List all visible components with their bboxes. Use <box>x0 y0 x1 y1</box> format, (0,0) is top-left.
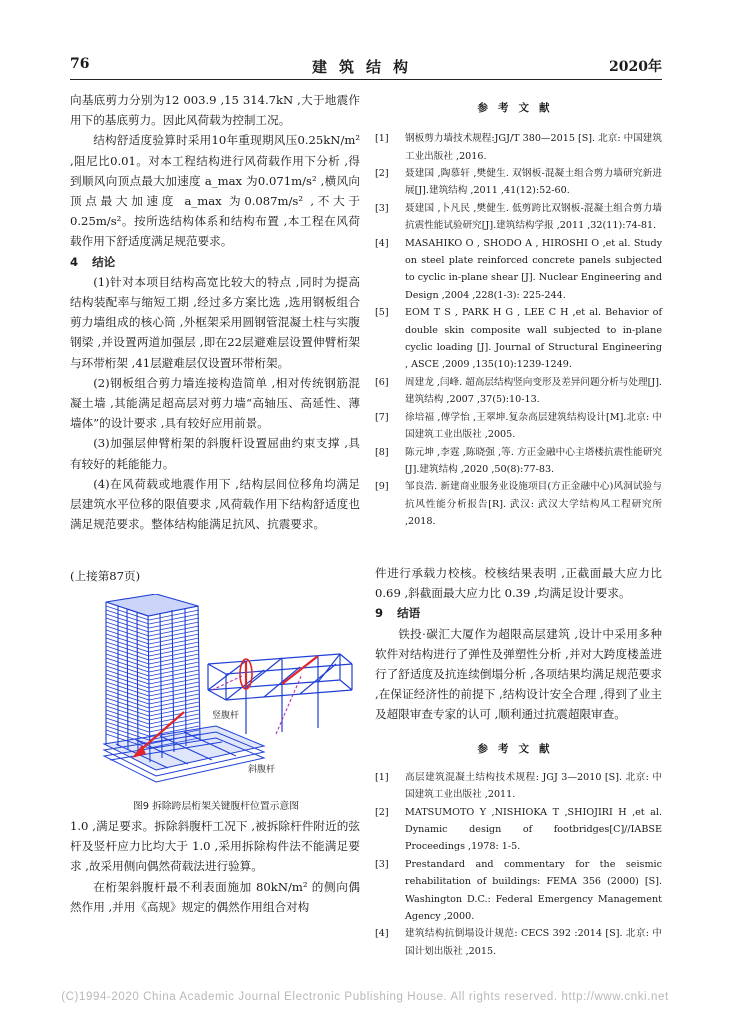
conclusion-item: (3)加强层伸臂桁架的斜腹杆设置屈曲约束支撑 ,具有较好的耗能能力。 <box>70 436 360 471</box>
floor-line <box>149 634 199 644</box>
references-heading: 参考文献 <box>477 102 560 114</box>
section-heading-9 <box>375 603 662 623</box>
reference-text: 钢板剪力墙技术规程:JGJ/T 380—2015 [S]. 北京: 中国建筑工业出版社 ,2016. <box>405 133 662 162</box>
transfer-truss <box>208 654 352 734</box>
continued-from: (上接第87页) <box>70 569 141 583</box>
header-rule <box>70 79 662 80</box>
copyright-footer: (C)1994-2020 China Academic Journal Electronic Publishing House. All rights reserved. http://www.cnki.net <box>61 991 669 1003</box>
reference-number: [8] <box>375 446 389 458</box>
issue-year: 2020年 <box>609 59 662 75</box>
body-paragraph: 在桁架斜腹杆最不利表面施加 80kN/m² 的侧向偶然作用 ,并用《高规》规定的偶然作用组合对构 <box>70 879 360 914</box>
left-column-bottom <box>70 816 360 917</box>
reference-number: [2] <box>375 168 389 180</box>
reference-text: 聂建国 ,陶慕轩 ,樊健生. 双钢板-混凝土组合剪力墙研究新进展[J].建筑结构 ,2011 ,41(12):52-60. <box>405 168 662 197</box>
continued-note <box>70 566 360 586</box>
floor-line <box>149 690 199 700</box>
floor-line <box>149 638 199 648</box>
reference-number: [4] <box>375 237 389 249</box>
reference-text: MATSUMOTO Y ,NISHIOKA T ,SHIOJIRI H ,et al. Dynamic design of footbridges[C]//IABSE Proceedings ,1978: 1-5. <box>405 806 662 853</box>
section-number: 9 <box>375 606 384 621</box>
floor-line <box>149 694 199 704</box>
conclusion-item: (2)钢板组合剪力墙连接构造简单 ,相对传统钢筋混凝土墙 ,其能满足超高层对剪力墙“高轴压、高延性、薄墙体”的设计要求 ,具有较好应用前景。 <box>70 375 360 431</box>
reference-item <box>375 769 662 804</box>
reference-number: [1] <box>375 771 389 783</box>
floor-line <box>149 686 199 696</box>
reference-item <box>375 165 662 200</box>
floor-line <box>149 622 199 632</box>
conclusion-item: (1)针对本项目结构高宽比较大的特点 ,同时为提高结构装配率与缩短工期 ,经过多方案比选 ,选用钢板组合剪力墙组成的核心筒 ,外框架采用圆钢管混凝土柱与实腹钢梁 ,并设置两道加强层 ,即在22层避难层设置伸臂桁架与环带桁架 ,41层避难层仅设置环带桁架。 <box>70 274 360 370</box>
floor-line <box>149 698 199 708</box>
reference-text: EOM T S , PARK H G , LEE C H ,et al. Behavior of double skin composite wall subjected to in-plane cyclic loading [J]. Journal of Structural Engineering , ASCE ,2009 ,135(10):1239-1249. <box>405 307 662 371</box>
references-top <box>375 98 662 531</box>
journal-title: 建筑结构 <box>311 58 420 76</box>
floor-line <box>149 646 199 656</box>
reference-item <box>375 804 662 856</box>
floor-line <box>149 642 199 652</box>
reference-item <box>375 478 662 530</box>
reference-number: [1] <box>375 133 389 145</box>
reference-list <box>375 769 662 960</box>
floor-line <box>149 678 199 688</box>
floor-line <box>149 630 199 640</box>
floor-line <box>149 618 199 628</box>
floor-line <box>149 654 199 664</box>
reference-list <box>375 130 662 530</box>
label-diagonal-web: 斜腹杆 <box>248 765 276 775</box>
reference-text: 聂建国 ,卜凡民 ,樊健生. 低剪跨比双钢板-混凝土组合剪力墙抗震性能试验研究[J].建筑结构学报 ,2011 ,32(11):74-81. <box>405 202 662 232</box>
reference-number: [3] <box>375 858 389 870</box>
reference-item <box>375 304 662 374</box>
section-number: 4 <box>70 254 79 269</box>
reference-item <box>375 235 662 305</box>
reference-number: [5] <box>375 307 389 319</box>
floor-line <box>149 670 199 680</box>
reference-item <box>375 444 662 479</box>
body-paragraph: 铁投·碳汇大厦作为超限高层建筑 ,设计中采用多种软件对结构进行了弹性及弹塑性分析 ,并对大跨度楼盖进行了舒适度及抗连续倒塌分析 ,各项结果均满足规范要求 ,在保证经济性的前提下 ,结构设计安全合理 ,得到了业主及超限审查专家的认可 ,顺利通过抗震超限审查。 <box>375 626 662 722</box>
floor-line <box>149 666 199 676</box>
floor-line <box>149 674 199 684</box>
figure-9 <box>96 594 356 790</box>
floor-line <box>149 662 199 672</box>
page-header <box>70 56 662 78</box>
reference-number: [9] <box>375 481 389 493</box>
body-paragraph: 1.0 ,满足要求。拆除斜腹杆工况下 ,被拆除杆件附近的弦杆及竖杆应力比均大于 1.0 ,采用拆除构件法不能满足要求 ,故采用侧向偶然荷载法进行验算。 <box>70 819 360 874</box>
reference-text: 建筑结构抗倒塌设计规范: CECS 392 :2014 [S]. 北京: 中国计划出版社 ,2015. <box>405 928 662 957</box>
reference-text: 邹良浩. 新建商业服务业设施项目(方正金融中心)风洞试验与抗风性能分析报告[R]. 武汉: 武汉大学结构风工程研究所 ,2018. <box>405 481 662 528</box>
label-vertical-web: 竖腹杆 <box>212 711 240 721</box>
reference-item <box>375 925 662 960</box>
body-paragraph: 结构舒适度验算时采用10年重现期风压0.25kN/m² ,阻尼比0.01。对本工程结构进行风荷载作用下分析 ,得到顺风向顶点最大加速度 a_max 为0.071m/s² ,横风向顶点最大加速度 a_max 为0.087m/s² ,不大于0.25m/s²。按所选结构体系和结构布置 ,本工程在风荷载作用下舒适度满足规范要求。 <box>70 133 360 249</box>
floor-line <box>149 682 199 692</box>
conclusion-item: (4)在风荷载或地震作用下 ,结构层间位移角均满足层建筑水平位移的限值要求 ,风荷载作用下结构舒适度也满足规范要求。整体结构能满足抗风、抗震要求。 <box>70 476 360 532</box>
reference-number: [2] <box>375 806 389 818</box>
reference-number: [4] <box>375 928 389 940</box>
structure-model-diagram <box>96 594 356 790</box>
reference-text: 周建龙 ,闫峰. 超高层结构竖向变形及差异问题分析与处理[J].建筑结构 ,2007 ,37(5):10-13. <box>405 376 662 406</box>
reference-item <box>375 130 662 165</box>
reference-number: [3] <box>375 202 389 214</box>
reference-text: 徐培福 ,傅学怡 ,王翠坤.复杂高层建筑结构设计[M].北京: 中国建筑工业出版社 ,2005. <box>405 411 662 441</box>
reference-text: 陈元坤 ,李霆 ,陈晓强 ,等. 方正金融中心主塔楼抗震性能研究[J].建筑结构 ,2020 ,50(8):77-83. <box>405 446 662 475</box>
floor-line <box>149 702 199 712</box>
floor-line <box>149 658 199 668</box>
reference-text: Prestandard and commentary for the seismic rehabilitation of buildings: FEMA 356 (2000) [S]. Washington D.C.: Federal Emergency Management Agency ,2000. <box>405 858 662 923</box>
reference-number: [6] <box>375 376 389 388</box>
section-title: 结语 <box>397 606 421 621</box>
reference-item <box>375 856 662 926</box>
reference-item <box>375 200 662 235</box>
reference-number: [7] <box>375 411 389 423</box>
figure-caption: 图9 拆除跨层桁架关键腹杆位置示意图 <box>132 801 300 812</box>
page-number: 76 <box>70 56 90 72</box>
floor-line <box>149 650 199 660</box>
reference-item <box>375 409 662 444</box>
left-column-top <box>70 90 360 534</box>
reference-text: MASAHIKO O , SHODO A , HIROSHI O ,et al. Study on steel plate reinforced concrete panels subjected to cyclic in-plane shear [J]. Nuclear Engineering and Design ,2004 ,228(1-3): 225-244. <box>405 237 662 301</box>
section-title: 结论 <box>92 254 116 269</box>
body-paragraph: 件进行承载力校核。校核结果表明 ,正截面最大应力比 0.69 ,斜截面最大应力比 0.39 ,均满足设计要求。 <box>375 566 662 601</box>
body-paragraph: 向基底剪力分别为12 003.9 ,15 314.7kN ,大于地震作用下的基底剪力。因此风荷载为控制工况。 <box>70 93 360 128</box>
reference-text: 高层建筑混凝土结构技术规程: JGJ 3—2010 [S]. 北京: 中国建筑工业出版社 ,2011. <box>405 771 662 801</box>
references-heading: 参考文献 <box>477 742 560 755</box>
reference-item <box>375 374 662 409</box>
floor-line <box>149 614 199 624</box>
floor-line <box>149 626 199 636</box>
right-column-bottom <box>375 563 662 960</box>
diagonal-web-member <box>282 656 318 684</box>
section-heading-4 <box>70 252 360 272</box>
